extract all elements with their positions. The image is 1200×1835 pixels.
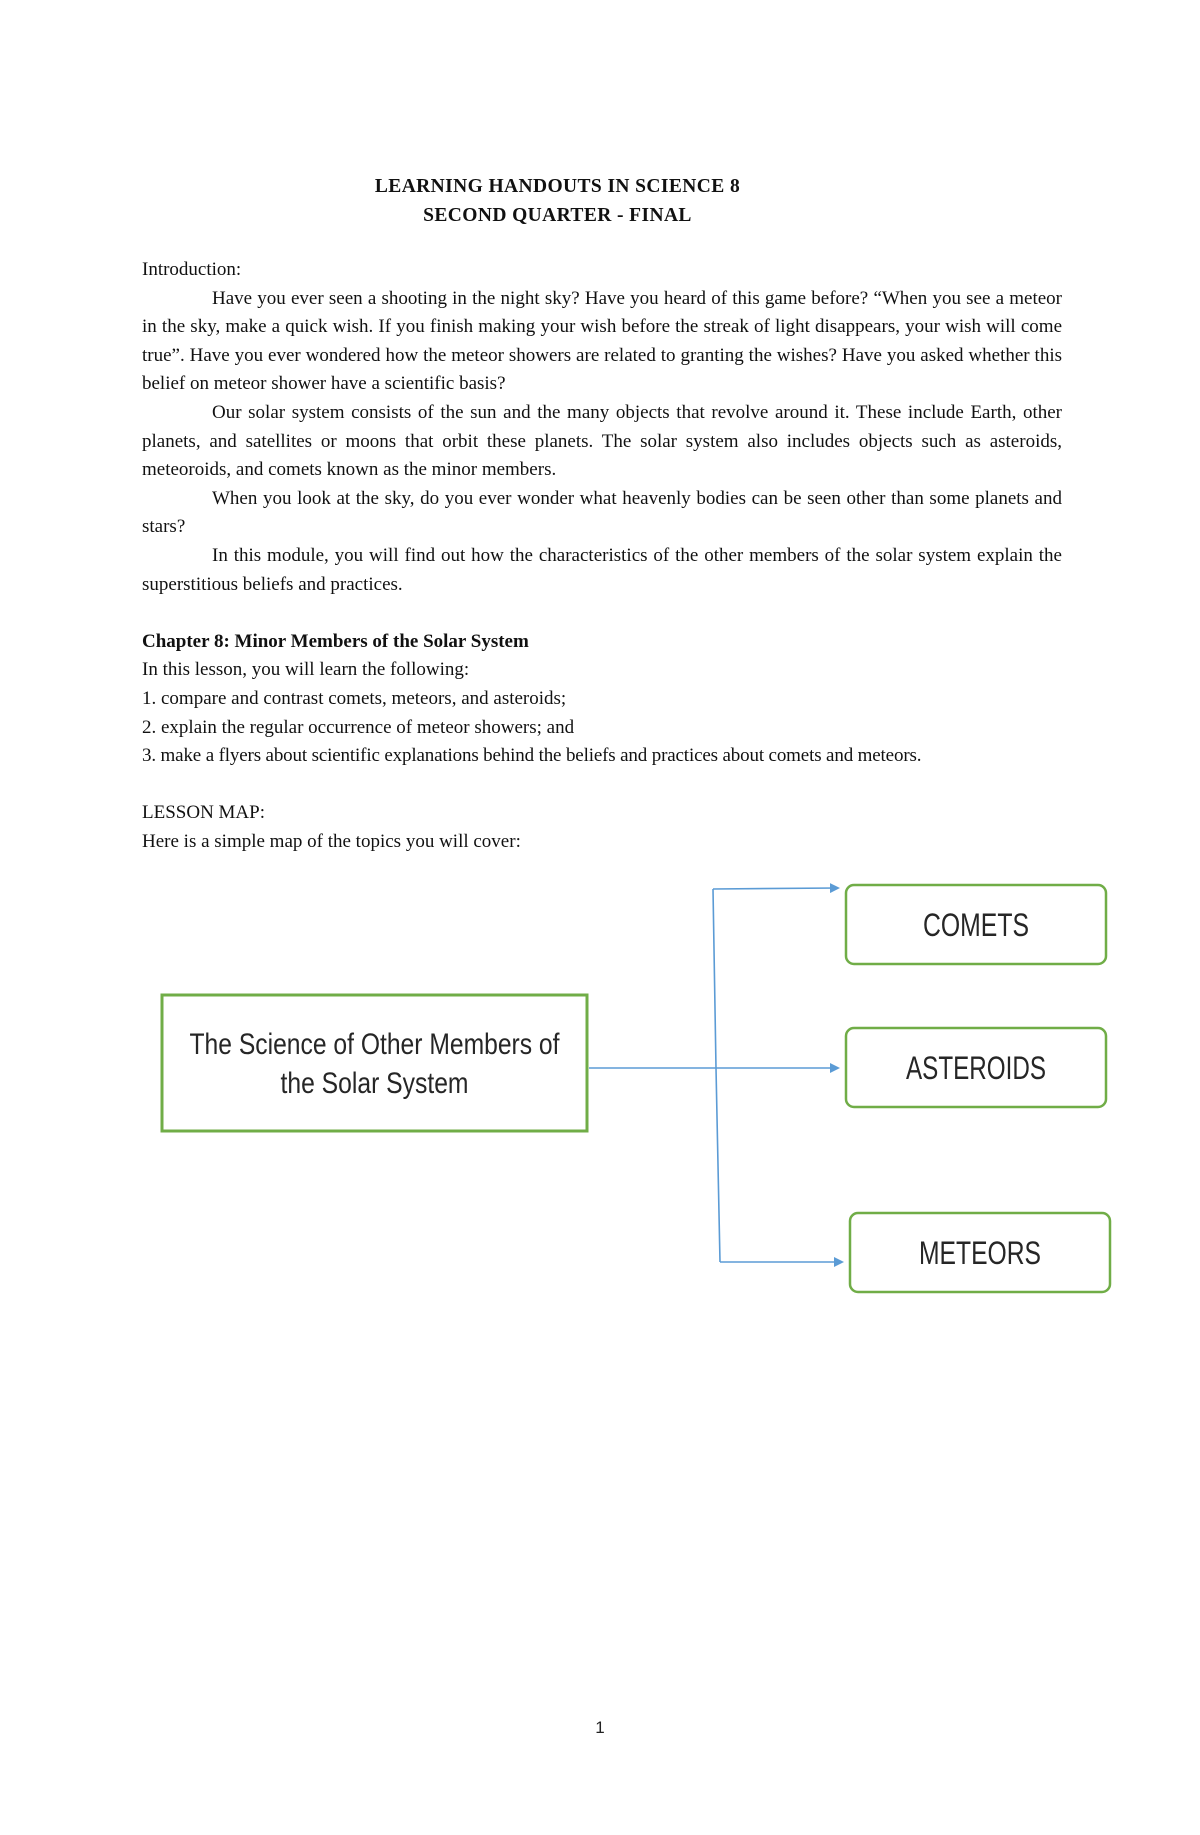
introduction-paragraph: When you look at the sky, do you ever wonder what heavenly bodies can be seen other than some planets and stars?	[142, 487, 1062, 538]
main-topic-frame	[162, 995, 587, 1131]
connector-lines	[589, 888, 842, 1262]
objective-item: 3. make a flyers about scientific explanations behind the beliefs and practices about comets and meteors.	[142, 745, 922, 767]
document-title: LEARNING HANDOUTS IN SCIENCE 8	[374, 176, 741, 197]
arrow-to-comets	[713, 888, 838, 889]
meteors-label: METEORS	[919, 1235, 1041, 1271]
document-title-block	[0, 172, 1115, 230]
document-subtitle: SECOND QUARTER - FINAL	[423, 205, 692, 226]
main-topic-label-line1: The Science of Other Members of	[189, 1028, 561, 1061]
introduction-paragraph: Our solar system consists of the sun and the many objects that revolve around it. These include Earth, other planets, and satellites or moons that orbit these planets. The solar system also includes objects such as asteroids, meteoroids, and comets known as the minor members.	[142, 401, 1062, 481]
spacer	[142, 771, 1062, 800]
topic-box-meteors	[850, 1213, 1110, 1292]
introduction-paragraph: In this module, you will find out how the characteristics of the other members of the solar system explain the superstitious beliefs and practices.	[142, 544, 1062, 595]
objective-item: 2. explain the regular occurrence of meteor showers; and	[142, 716, 575, 738]
lesson-map-diagram	[0, 870, 1200, 1320]
objective-item: 1. compare and contrast comets, meteors, and asteroids;	[142, 687, 567, 709]
lesson-map-lead: Here is a simple map of the topics you will cover:	[142, 830, 521, 852]
lesson-map-heading: LESSON MAP:	[142, 802, 265, 824]
main-topic-box	[162, 995, 587, 1131]
introduction-heading: Introduction:	[142, 259, 242, 280]
introduction-paragraph: Have you ever seen a shooting in the night sky? Have you heard of this game before? “When you see a meteor in the sky, make a quick wish. If you finish making your wish before the streak of light disappears, your wish will come true”. Have you ever wondered how the meteor showers are related to granting the wishes? Have you asked whether this belief on meteor shower have a scientific basis?	[142, 287, 1062, 395]
chapter-title: Chapter 8: Minor Members of the Solar System	[142, 630, 529, 652]
comets-label: COMETS	[923, 907, 1029, 943]
chapter-lead: In this lesson, you will learn the following:	[142, 659, 470, 681]
main-topic-label-line2: the Solar System	[280, 1067, 469, 1100]
spacer	[142, 599, 1062, 628]
asteroids-label: ASTEROIDS	[906, 1050, 1046, 1086]
topic-box-asteroids	[846, 1028, 1106, 1107]
connector-vertical	[713, 889, 720, 1262]
document-body	[142, 256, 1062, 856]
topic-box-comets	[846, 885, 1106, 964]
page-number: 1	[595, 1718, 605, 1737]
lesson-map-svg	[0, 870, 1200, 1320]
